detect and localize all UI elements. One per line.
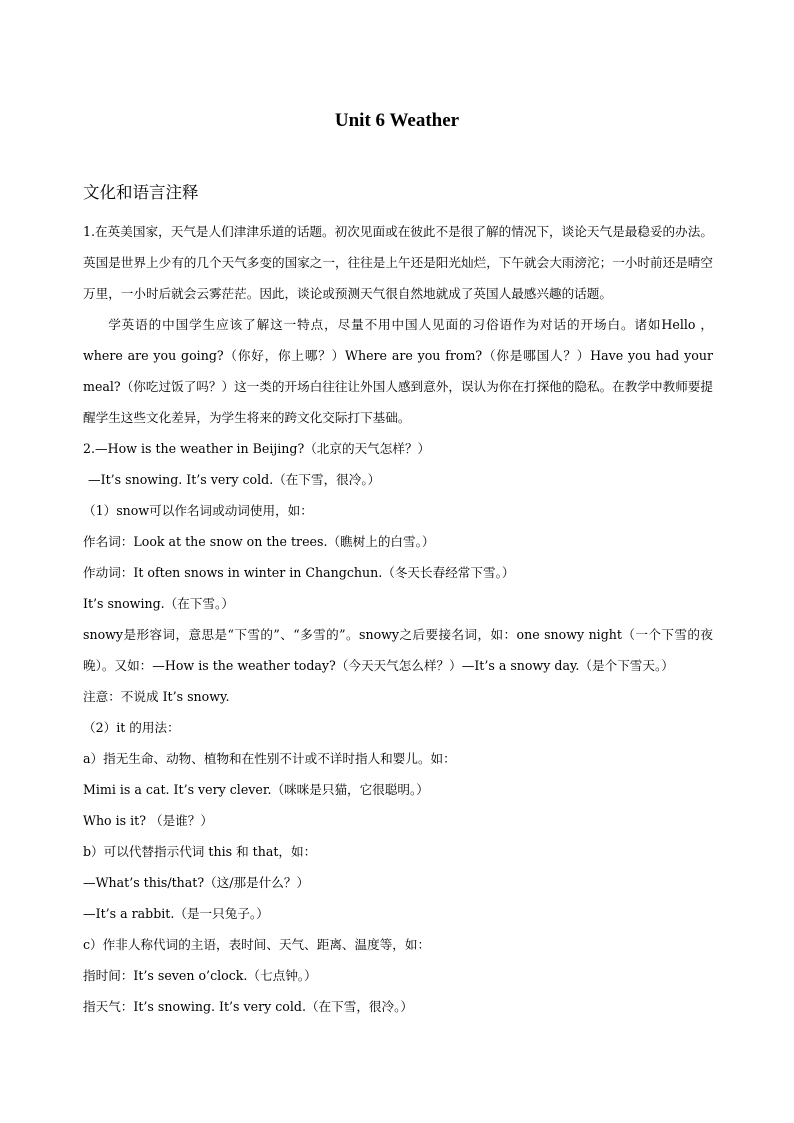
paragraph-it-usage: （2）it 的用法： <box>83 720 180 735</box>
paragraph-dialogue-question: 2.—How is the weather in Beijing?（北京的天气怎样？） <box>83 441 431 456</box>
paragraph-snowy-adjective: snowy是形容词，意思是“下雪的”、“多雪的”。snowy之后要接名词，如：one snowy night（一个下雪的夜晚）。又如：—How is the weather today?（今天天气怎么样？）—It’s a snowy day.（是个下雪天。） <box>83 627 713 673</box>
section-heading: 文化和语言注释 <box>83 183 199 202</box>
paragraph-culture-note: 1.在英美国家，天气是人们津津乐道的话题。初次见面或在彼此不是很了解的情况下，谈论天气是最稳妥的办法。英国是世界上少有的几个天气多变的国家之一，往往是上午还是阳光灿烂，下午就会大雨滂沱；一小时前还是晴空万里，一小时后就会云雾茫茫。因此，谈论或预测天气很自然地就成了英国人最感兴趣的话题。 <box>83 224 713 301</box>
paragraph-teaching-note: 学英语的中国学生应该了解这一特点，尽量不用中国人见面的习俗语作为对话的开场白。诸如Hello ，where are you going?（你好，你上哪？）Where are you from?（你是哪国人？）Have you had your meal?（你吃过饭了吗？）这一类的开场白往往让外国人感到意外，误认为你在打探他的隐私。在教学中教师要提醒学生这些文化差异，为学生将来的跨文化交际打下基础。 <box>83 317 713 425</box>
paragraph-it-example-rabbit: —It’s a rabbit.（是一只兔子。） <box>83 906 269 921</box>
paragraph-snowing-example: It’s snowing.（在下雪。） <box>83 596 234 611</box>
paragraph-it-usage-c: c）作非人称代词的主语，表时间、天气、距离、温度等，如： <box>83 937 431 952</box>
document-body <box>83 216 713 1022</box>
paragraph-snowy-note: 注意：不说成 It’s snowy. <box>83 689 230 704</box>
paragraph-snow-noun: 作名词：Look at the snow on the trees.（瞧树上的白雪。） <box>83 534 435 549</box>
paragraph-it-example-who: Who is it? （是谁？） <box>83 813 213 828</box>
paragraph-it-example-what: —What’s this/that?（这/那是什么？） <box>83 875 310 890</box>
paragraph-dialogue-answer: —It’s snowing. It’s very cold.（在下雪，很冷。） <box>88 472 381 487</box>
paragraph-snow-verb: 作动词：It often snows in winter in Changchun.（冬天长春经常下雪。） <box>83 565 515 580</box>
paragraph-it-usage-b: b）可以代替指示代词 this 和 that，如： <box>83 844 317 859</box>
paragraph-snow-usage: （1）snow可以作名词或动词使用，如： <box>83 503 313 518</box>
document-title: Unit 6 Weather <box>334 110 460 131</box>
paragraph-it-example-time: 指时间：It’s seven o’clock.（七点钟。） <box>83 968 317 983</box>
paragraph-it-example-cat: Mimi is a cat. It’s very clever.（咪咪是只猫，它很聪明。） <box>83 782 429 797</box>
paragraph-it-example-weather: 指天气：It’s snowing. It’s very cold.（在下雪，很冷。） <box>83 999 414 1014</box>
paragraph-it-usage-a: a）指无生命、动物、植物和在性别不计或不详时指人和婴儿。如： <box>83 751 456 766</box>
